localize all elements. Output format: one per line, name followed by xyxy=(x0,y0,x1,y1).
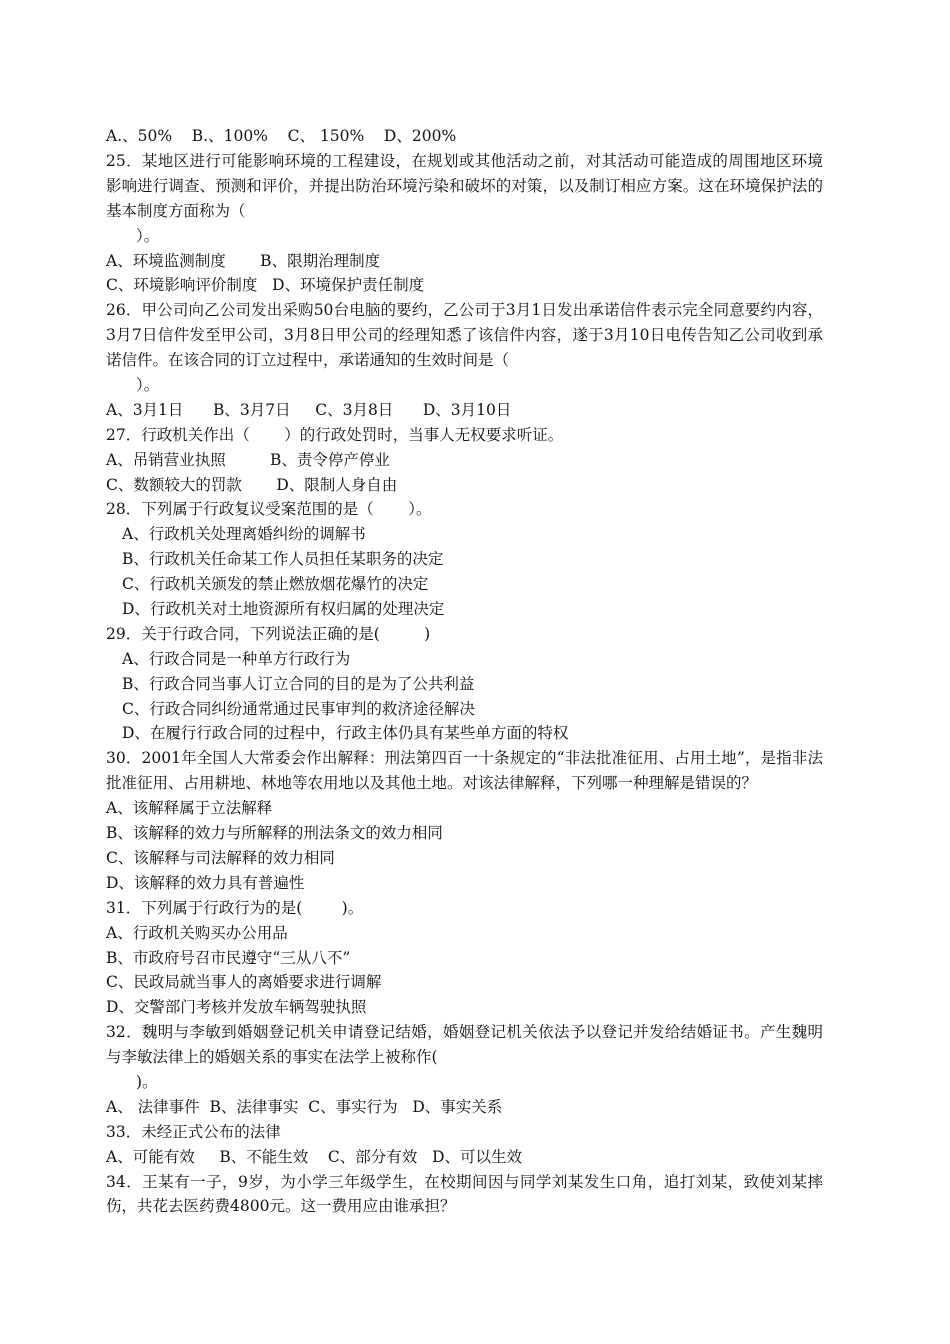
text-line: 27．行政机关作出（ ）的行政处罚时，当事人无权要求听证。 xyxy=(106,425,564,444)
text-line: 34．王某有一子，9岁，为小学三年级学生，在校期间因与同学刘某发生口角，追打刘某，致使刘某摔伤，共花去医药费4800元。这一费用应由谁承担？ xyxy=(106,1172,823,1216)
text-line: ）。 xyxy=(136,376,160,394)
text-line: 32．魏明与李敏到婚姻登记机关申请登记结婚，婚姻登记机关依法予以登记并发给结婚证书。产生魏明与李敏法律上的婚姻关系的事实在法学上被称作( xyxy=(106,1023,823,1067)
text-line: ）。 xyxy=(136,226,160,245)
text-line: 31．下列属于行政行为的是( )。 xyxy=(106,898,364,917)
text-line: A.、50% B.、100% C、 150% D、200% xyxy=(106,127,457,145)
text-line: A、行政机关处理离婚纠纷的调解书 xyxy=(122,525,366,544)
text-line: B、行政机关任命某工作人员担任某职务的决定 xyxy=(122,550,444,569)
text-line: D、该解释的效力具有普遍性 xyxy=(106,873,305,892)
text-line: B、市政府号召市民遵守“三从八不” xyxy=(106,948,351,967)
text-line: C、数额较大的罚款 D、限制人身自由 xyxy=(106,475,398,494)
text-line: 26．甲公司向乙公司发出采购50台电脑的要约，乙公司于3月1日发出承诺信件表示完全同意要约内容，3月7日信件发至甲公司，3月8日甲公司的经理知悉了该信件内容，遂于3月10日电传告知乙公司收到承诺信件。在该合同的订立过程中，承诺通知的生效时间是（ xyxy=(106,301,823,370)
text-line: A、环境监测制度 B、限期治理制度 xyxy=(106,251,381,270)
text-line: D、交警部门考核并发放车辆驾驶执照 xyxy=(106,998,367,1017)
text-line: A、行政机关购买办公用品 xyxy=(106,923,288,942)
text-line: 29．关于行政合同，下列说法正确的是( ) xyxy=(106,624,431,643)
text-line: A、该解释属于立法解释 xyxy=(106,799,273,818)
text-line: C、民政局就当事人的离婚要求进行调解 xyxy=(106,973,382,992)
text-line: 28．下列属于行政复议受案范围的是（ ）。 xyxy=(106,500,432,519)
text-line: 33．未经正式公布的法律 xyxy=(106,1122,281,1141)
text-line: B、行政合同当事人订立合同的目的是为了公共利益 xyxy=(122,674,475,693)
text-line: C、行政合同纠纷通常通过民事审判的救济途径解决 xyxy=(122,699,475,718)
text-line: A、吊销营业执照 B、责令停产停业 xyxy=(106,450,390,469)
text-line: D、在履行行政合同的过程中，行政主体仍具有某些单方面的特权 xyxy=(122,724,569,743)
text-line: C、行政机关颁发的禁止燃放烟花爆竹的决定 xyxy=(122,575,429,594)
text-line: A、行政合同是一种单方行政行为 xyxy=(122,649,351,668)
text-line: 25．某地区进行可能影响环境的工程建设，在规划或其他活动之前，对其活动可能造成的周围地区环境影响进行调查、预测和评价，并提出防治环境污染和破坏的对策，以及制订相应方案。这在环境保护法的基本制度方面称为（ xyxy=(106,151,823,220)
text-line: A、3月1日 B、3月7日 C、3月8日 D、3月10日 xyxy=(106,400,512,419)
text-line: A、 法律事件 B、法律事实 C、事实行为 D、事实关系 xyxy=(106,1097,503,1116)
text-line: A、可能有效 B、不能生效 C、部分有效 D、可以生效 xyxy=(106,1147,522,1166)
text-line: B、该解释的效力与所解释的刑法条文的效力相同 xyxy=(106,824,443,843)
text-line: C、该解释与司法解释的效力相同 xyxy=(106,848,335,867)
text-line: D、行政机关对土地资源所有权归属的处理决定 xyxy=(122,600,445,619)
question-text-body xyxy=(88,124,823,1219)
text-line: 30．2001年全国人大常委会作出解释：刑法第四百一十条规定的“非法批准征用、占用土地”，是指非法批准征用、占用耕地、林地等农用地以及其他土地。对该法律解释，下列哪一种理解是错误的？ xyxy=(106,749,823,793)
text-line: )。 xyxy=(136,1073,158,1091)
text-line: C、环境影响评价制度 D、环境保护责任制度 xyxy=(106,276,425,295)
